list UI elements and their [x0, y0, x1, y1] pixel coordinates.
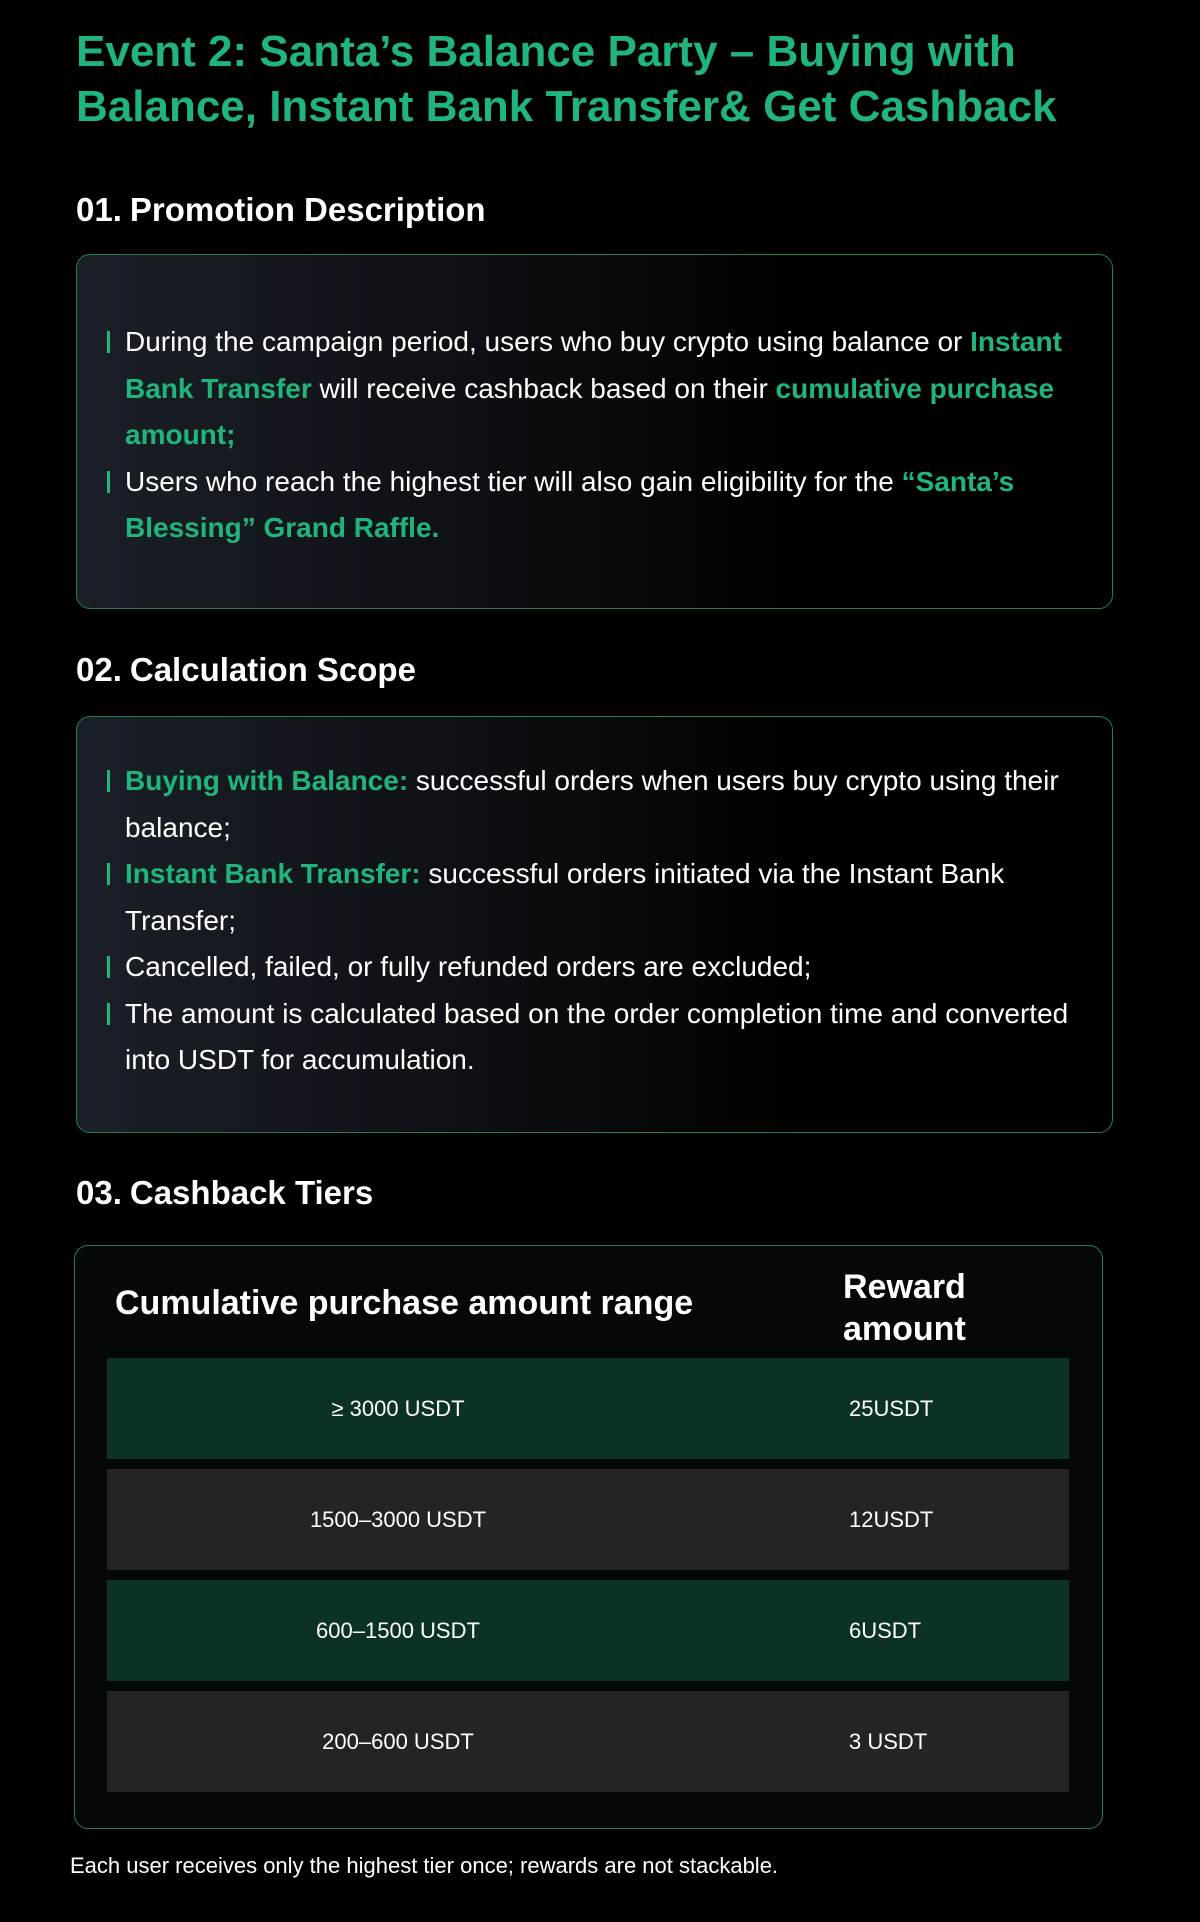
calculation-scope-card	[76, 716, 1113, 1133]
section-heading-cashback	[76, 1171, 373, 1215]
tier-reward-cell: 3 USDT	[849, 1728, 928, 1754]
section-number: 02.	[76, 651, 122, 688]
tier-reward-cell: 6USDT	[849, 1617, 922, 1643]
page-title: Event 2: Santa’s Balance Party – Buying with Balance, Instant Bank Transfer& Get Cashback	[76, 27, 1057, 131]
section-number: 01.	[76, 191, 122, 228]
table-row	[107, 1580, 1069, 1681]
section-title: Cashback Tiers	[129, 1174, 374, 1211]
section-heading-calculation	[76, 648, 416, 692]
promotion-description-card	[76, 254, 1113, 609]
tier-range-cell: 200–600 USDT	[322, 1728, 474, 1754]
bullet-text: Cancelled, failed, or fully refunded orders are excluded;	[125, 951, 812, 982]
bullet-text: successful orders initiated via the Instant Bank Transfer;	[125, 858, 1005, 936]
cashback-tiers-table	[74, 1245, 1103, 1829]
highlight-text: cumulative purchase amount;	[125, 372, 1055, 450]
column-header-range: Cumulative purchase amount range	[115, 1284, 694, 1322]
highlight-text: Instant Bank Transfer	[125, 326, 1062, 404]
bullet-text: Users who reach the highest tier will also gain eligibility for the	[125, 465, 902, 497]
highlight-text: Instant Bank Transfer:	[125, 858, 421, 889]
scope-bullet	[107, 851, 1072, 944]
table-row	[107, 1469, 1069, 1570]
tier-range-cell: ≥ 3000 USDT	[331, 1395, 465, 1421]
highlight-text: Buying with Balance:	[125, 765, 409, 796]
section-number: 03.	[76, 1174, 122, 1211]
section-title: Calculation Scope	[129, 651, 416, 688]
tier-reward-cell: 12USDT	[849, 1506, 934, 1532]
table-row	[107, 1358, 1069, 1459]
section-title: Promotion Description	[129, 191, 486, 228]
scope-bullet	[107, 991, 1072, 1084]
bullet-text: will receive cashback based on their	[311, 372, 776, 404]
section-heading-promotion	[76, 188, 486, 232]
bullet-text: The amount is calculated based on the order completion time and converted into USDT for accumulation.	[125, 997, 1069, 1075]
tier-reward-cell: 25USDT	[849, 1395, 934, 1421]
bullet-text: During the campaign period, users who buy crypto using balance or	[125, 326, 971, 357]
table-row	[107, 1691, 1069, 1792]
footnote: Each user receives only the highest tier once; rewards are not stackable.	[70, 1853, 779, 1878]
column-header-reward: Reward amount	[843, 1268, 966, 1348]
bullet-text: successful orders when users buy crypto using their balance;	[125, 765, 1059, 843]
scope-bullet	[107, 944, 1072, 991]
tier-range-cell: 1500–3000 USDT	[309, 1506, 487, 1532]
promotion-bullet	[107, 459, 1072, 552]
scope-bullet	[107, 758, 1072, 851]
highlight-text: “Santa’s Blessing” Grand Raffle.	[125, 465, 1015, 543]
promotion-bullet	[107, 319, 1072, 459]
tier-range-cell: 600–1500 USDT	[316, 1617, 480, 1643]
